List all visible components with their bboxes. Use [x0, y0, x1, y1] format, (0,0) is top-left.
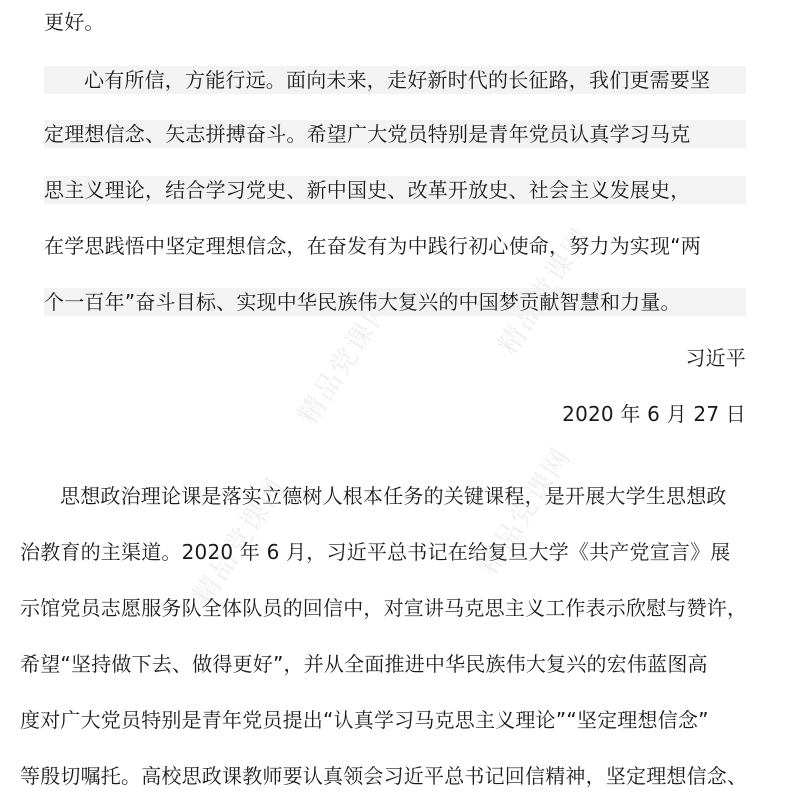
letter-line: 在学思践悟中坚定理想信念，在奋发有为中践行初心使命，努力为实现“两 [44, 234, 701, 258]
watermark-text: 精品党课网 [292, 291, 398, 431]
letter-line: 定理想信念、矢志拼搏奋斗。希望广大党员特别是青年党员认真学习马克 [44, 120, 746, 148]
watermark-text: 精品党课网 [472, 441, 578, 581]
commentary-line: 等殷切嘱托。高校思政课教师要认真领会习近平总书记回信精神，坚定理想信念、 [20, 764, 748, 788]
commentary-line: 示馆党员志愿服务队全体队员的回信中，对宣讲马克思主义工作表示欣慰与赞许， [20, 596, 748, 620]
commentary-line: 度对广大党员特别是青年党员提出“认真学习马克思主义理论”“坚定理想信念” [20, 708, 709, 732]
letter-date: 2020 年 6 月 27 日 [562, 402, 746, 426]
watermark-text: 精品党课网 [187, 471, 293, 611]
commentary-line: 希望“坚持做下去、做得更好”，并从全面推进中华民族伟大复兴的宏伟蓝图高 [20, 652, 708, 676]
commentary-line: 治教育的主渠道。2020 年 6 月，习近平总书记在给复旦大学《共产党宣言》展 [20, 540, 731, 564]
commentary-line: 思想政治理论课是落实立德树人根本任务的关键课程，是开展大学生思想政 [60, 484, 727, 508]
letter-line: 思主义理论，结合学习党史、新中国史、改革开放史、社会主义发展史， [44, 176, 746, 204]
letter-line: 心有所信，方能行远。面向未来，走好新时代的长征路，我们更需要坚 [44, 66, 746, 94]
letter-line: 个一百年”奋斗目标、实现中华民族伟大复兴的中国梦贡献智慧和力量。 [44, 288, 746, 316]
letter-signature: 习近平 [685, 346, 746, 370]
letter-line: 更好。 [44, 10, 105, 34]
